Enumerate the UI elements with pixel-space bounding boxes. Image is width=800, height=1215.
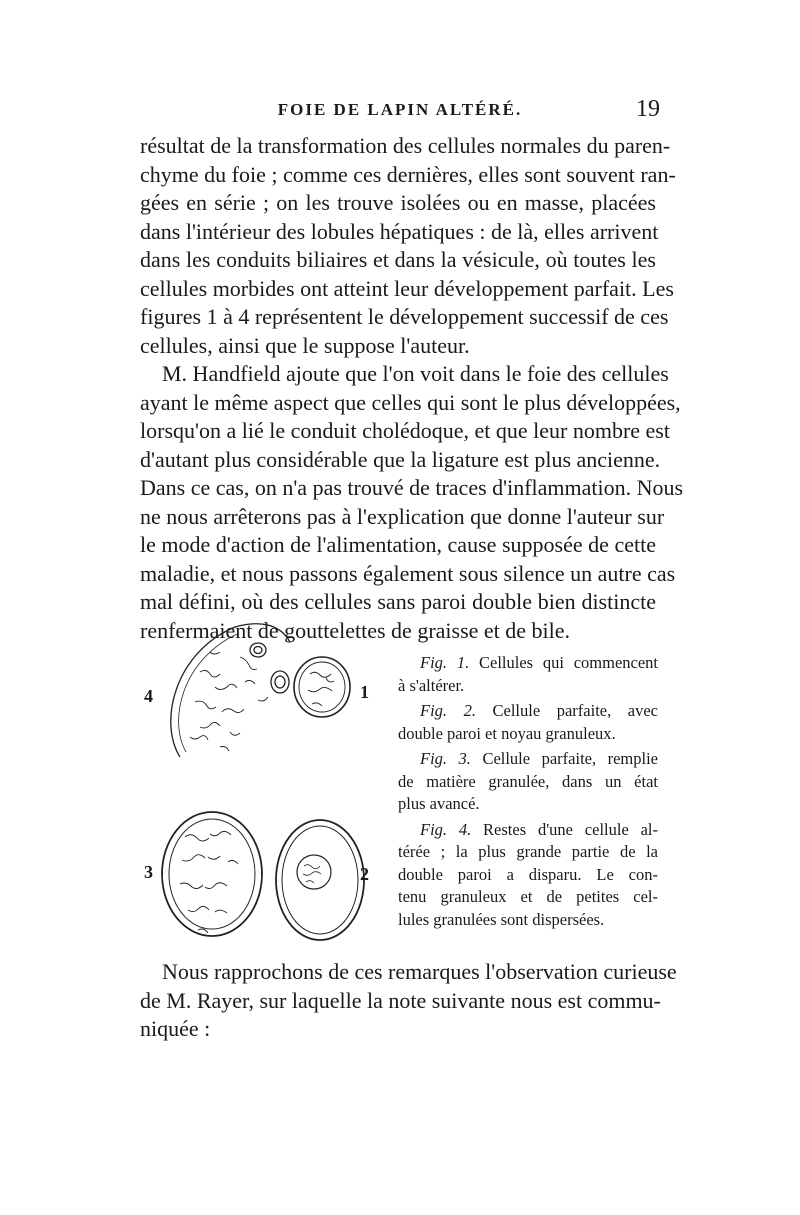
caption-text: double paroi a disparu. Le con- (398, 864, 658, 884)
text-line: dans les conduits biliaires et dans la vésicule, où toutes les (140, 247, 656, 272)
figure-label-3: 3 (144, 862, 153, 882)
caption-fig-label: Fig. 3. (420, 749, 471, 768)
caption-text: de matière granulée, dans un état (398, 771, 658, 791)
figure-label-2: 2 (360, 864, 369, 884)
caption-text: tenu granuleux et de petites cel- (398, 887, 658, 906)
text-line: M. Handfield ajoute que l'on voit dans le foie des cellules (162, 361, 669, 386)
figure-label-1: 1 (360, 682, 369, 702)
text-line: de M. Rayer, sur laquelle la note suivante nous est commu- (140, 987, 661, 1013)
text-line: résultat de la transformation des cellules normales du paren- (140, 133, 671, 158)
caption-text: Cellules qui commencent (478, 653, 658, 672)
figure-captions (398, 652, 658, 931)
caption-fig-label: Fig. 1. (420, 653, 470, 672)
text-line: chyme du foie ; comme ces dernières, elles sont souvent ran- (140, 161, 676, 187)
caption-fig-1 (398, 652, 658, 697)
text-line: Nous rapprochons de ces remarques l'observation curieuse (162, 959, 677, 984)
caption-text: Cellule parfaite, avec (492, 701, 658, 720)
caption-text: plus avancé. (398, 794, 480, 813)
running-head (140, 96, 660, 130)
text-line: maladie, et nous passons également sous silence un autre cas (140, 560, 676, 586)
text-line: le mode d'action de l'alimentation, cause supposée de cette (140, 532, 656, 557)
text-line: ayant le même aspect que celles qui sont le plus développées, (140, 389, 681, 415)
text-line: Dans ce cas, on n'a pas trouvé de traces d'inflammation. Nous (140, 475, 684, 500)
caption-text: Restes d'une cellule al- (483, 819, 658, 839)
text-line: niquée : (140, 1016, 211, 1041)
text-line: cellules, ainsi que le suppose l'auteur. (140, 332, 470, 358)
figure-label-4: 4 (144, 686, 153, 706)
caption-text: térée ; la plus grande partie de la (398, 842, 658, 861)
caption-text: Cellule parfaite, remplie (482, 749, 658, 768)
running-title: FOIE DE LAPIN ALTÉRÉ. (277, 100, 523, 119)
caption-text: lules granulées sont dispersées. (398, 909, 605, 929)
text-line: lorsqu'on a lié le conduit cholédoque, et que leur nombre est (140, 418, 670, 443)
text-line: mal défini, où des cellules sans paroi double bien distincte (140, 589, 656, 614)
caption-fig-label: Fig. 2. (420, 701, 476, 720)
text-line: figures 1 à 4 représentent le développement successif de ces (140, 304, 669, 329)
page-number: 19 (636, 96, 660, 122)
text-line: d'autant plus considérable que la ligature est plus ancienne. (140, 446, 661, 472)
text-line: gées en série ; on les trouve isolées ou en masse, placées (140, 190, 656, 215)
caption-fig-2 (398, 700, 658, 745)
body-text-top (140, 132, 684, 645)
text-line: dans l'intérieur des lobules hépatiques : de là, elles arrivent (140, 218, 659, 244)
text-line: ne nous arrêterons pas à l'explication que donne l'auteur sur (140, 503, 665, 529)
text-line: cellules morbides ont atteint leur développement parfait. Les (140, 275, 674, 301)
caption-fig-4 (398, 819, 658, 932)
body-text-bottom (140, 958, 677, 1044)
text-line: renfermaient de gouttelettes de graisse et de bile. (140, 617, 571, 643)
caption-text: double paroi et noyau granuleux. (398, 723, 616, 743)
caption-fig-label: Fig. 4. (420, 819, 472, 839)
cell-illustration (140, 612, 390, 942)
caption-fig-3 (398, 748, 658, 816)
caption-text: à s'altérer. (398, 675, 465, 695)
